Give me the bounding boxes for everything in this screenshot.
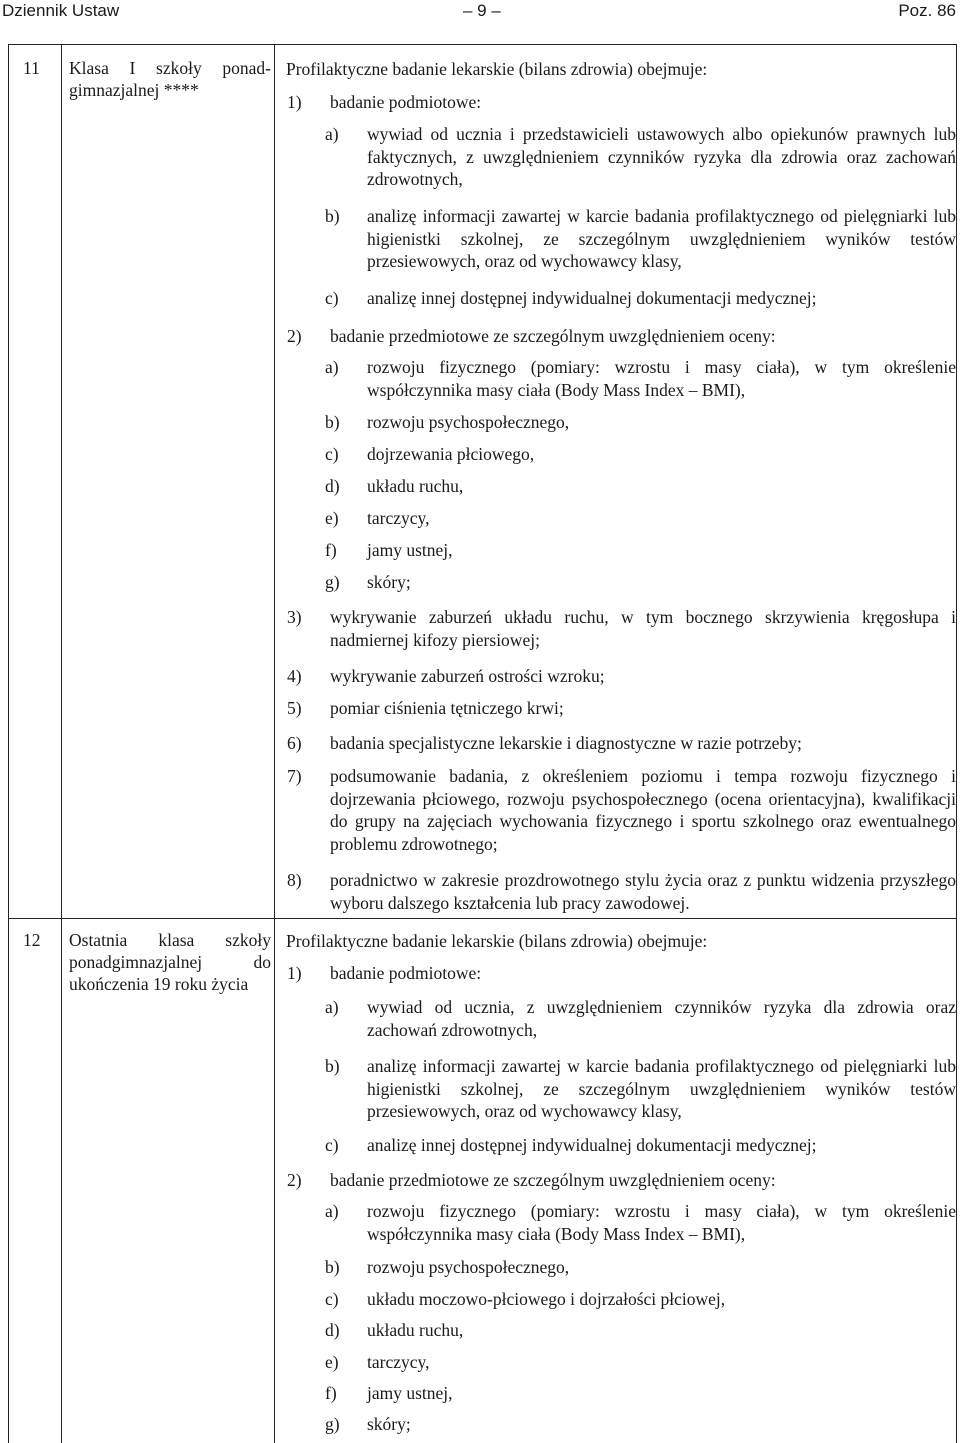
item-text: pomiar ciśnienia tętniczego krwi;	[330, 698, 564, 718]
subitem-text: rozwoju fizycznego (pomiary: wzrostu i masy ciała), w tym określenie współczynnika masy ciała (Body Mass Index – BMI),	[367, 1201, 956, 1244]
item-text: badanie przedmiotowe ze szczególnym uwzględnieniem oceny:	[330, 1170, 776, 1190]
item-text: wykrywanie zaburzeń ostrości wzroku;	[330, 666, 605, 686]
examination-table	[8, 44, 957, 1443]
subitem-label: b)	[325, 1257, 340, 1277]
subitem-label: e)	[325, 1352, 339, 1372]
subitem-text: jamy ustnej,	[367, 1383, 453, 1403]
subitem-text: dojrzewania płciowego,	[367, 444, 535, 464]
subitem-label: a)	[325, 997, 339, 1017]
grade-line: Klasa I szkoły ponad-	[69, 58, 271, 78]
item-text: poradnictwo w zakresie prozdrowotnego stylu życia oraz z punktu widzenia przyszłego wyboru dalszego kształcenia lub pracy zawodowej.	[330, 870, 956, 913]
item-text: badanie podmiotowe:	[330, 92, 482, 112]
subitem-text: analizę informacji zawartej w karcie badania profilaktycznego od pielęgniarki lub higienistki szkolnej, ze szczególnym uwzględnieniem wyników testów przesiewowych, oraz od wychowawcy klasy,	[367, 1056, 956, 1121]
intro-text: Profilaktyczne badanie lekarskie (bilans zdrowia) obejmuje:	[286, 931, 708, 951]
subitem-label: b)	[325, 1056, 340, 1076]
item-label: 2)	[287, 326, 302, 346]
subitem-label: c)	[325, 1135, 339, 1155]
item-text: badanie podmiotowe:	[330, 963, 482, 983]
subitem-label: d)	[325, 476, 340, 496]
column-divider	[274, 45, 275, 1443]
subitem-text: jamy ustnej,	[367, 540, 453, 560]
subitem-text: rozwoju psychospołecznego,	[367, 412, 570, 432]
column-divider	[61, 45, 62, 1443]
subitem-text: układu ruchu,	[367, 476, 464, 496]
row-number: 12	[23, 930, 41, 950]
subitem-text: analizę informacji zawartej w karcie badania profilaktycznego od pielęgniarki lub higienistki szkolnej, ze szczególnym uwzględnieniem wyników testów przesiewowych, oraz od wychowawcy klasy,	[367, 206, 956, 271]
grade-line: gimnazjalnej ****	[69, 80, 199, 100]
subitem-label: a)	[325, 124, 339, 144]
page-header	[0, 0, 960, 26]
subitem-label: b)	[325, 412, 340, 432]
item-label: 7)	[287, 766, 302, 786]
grade-line: ponadgimnazjalnej do	[69, 952, 271, 972]
subitem-text: tarczycy,	[367, 508, 430, 528]
subitem-text: analizę innej dostępnej indywidualnej dokumentacji medycznej;	[367, 288, 817, 308]
subitem-label: a)	[325, 357, 339, 377]
subitem-label: c)	[325, 288, 339, 308]
item-text: wykrywanie zaburzeń układu ruchu, w tym bocznego skrzywienia kręgosłupa i nadmiernej kifozy piersiowej;	[330, 607, 956, 650]
item-label: 1)	[287, 92, 302, 112]
item-text: badania specjalistyczne lekarskie i diagnostyczne w razie potrzeby;	[330, 733, 802, 753]
page-number: – 9 –	[463, 1, 501, 20]
subitem-text: wywiad od ucznia i przedstawicieli ustawowych albo opiekunów prawnych lub faktycznych, z uwzględnieniem czynników ryzyka dla zdrowia oraz zachowań zdrowotnych,	[367, 124, 956, 189]
intro-text: Profilaktyczne badanie lekarskie (bilans zdrowia) obejmuje:	[286, 59, 708, 79]
item-label: 4)	[287, 666, 302, 686]
item-label: 1)	[287, 963, 302, 983]
subitem-label: e)	[325, 508, 339, 528]
subitem-label: f)	[325, 540, 337, 560]
subitem-text: rozwoju fizycznego (pomiary: wzrostu i masy ciała), w tym określenie współczynnika masy ciała (Body Mass Index – BMI),	[367, 357, 956, 400]
item-label: 6)	[287, 733, 302, 753]
grade-line: ukończenia 19 roku życia	[69, 974, 249, 994]
row-number: 11	[23, 58, 40, 78]
subitem-text: układu moczowo-płciowego i dojrzałości płciowej,	[367, 1289, 726, 1309]
journal-title: Dziennik Ustaw	[2, 1, 120, 20]
subitem-label: c)	[325, 1289, 339, 1309]
item-label: 8)	[287, 870, 302, 890]
item-text: badanie przedmiotowe ze szczególnym uwzględnieniem oceny:	[330, 326, 776, 346]
subitem-text: rozwoju psychospołecznego,	[367, 1257, 570, 1277]
grade-cell	[69, 57, 271, 101]
item-label: 2)	[287, 1170, 302, 1190]
item-label: 3)	[287, 607, 302, 627]
subitem-label: c)	[325, 444, 339, 464]
item-label: 5)	[287, 698, 302, 718]
subitem-text: układu ruchu,	[367, 1320, 464, 1340]
subitem-label: g)	[325, 572, 340, 592]
subitem-text: analizę innej dostępnej indywidualnej dokumentacji medycznej;	[367, 1135, 817, 1155]
subitem-label: d)	[325, 1320, 340, 1340]
subitem-text: skóry;	[367, 1414, 411, 1434]
subitem-label: b)	[325, 206, 340, 226]
subitem-text: tarczycy,	[367, 1352, 430, 1372]
subitem-text: skóry;	[367, 572, 411, 592]
position-number: Poz. 86	[898, 1, 956, 20]
grade-cell	[69, 929, 271, 995]
subitem-text: wywiad od ucznia, z uwzględnieniem czynników ryzyka dla zdrowia oraz zachowań zdrowotnych,	[367, 997, 956, 1040]
subitem-label: f)	[325, 1383, 337, 1403]
row-divider	[9, 918, 956, 919]
subitem-label: a)	[325, 1201, 339, 1221]
subitem-label: g)	[325, 1414, 340, 1434]
item-text: podsumowanie badania, z określeniem poziomu i tempa rozwoju fizycznego i dojrzewania płciowego, rozwoju psychospołecznego (ocena orientacyjna), kwalifikacji do grupy na zajęciach wychowania fizycznego i sportu szkolnego oraz ewentualnego problemu zdrowotnego;	[330, 766, 956, 854]
grade-line: Ostatnia klasa szkoły	[69, 930, 271, 950]
